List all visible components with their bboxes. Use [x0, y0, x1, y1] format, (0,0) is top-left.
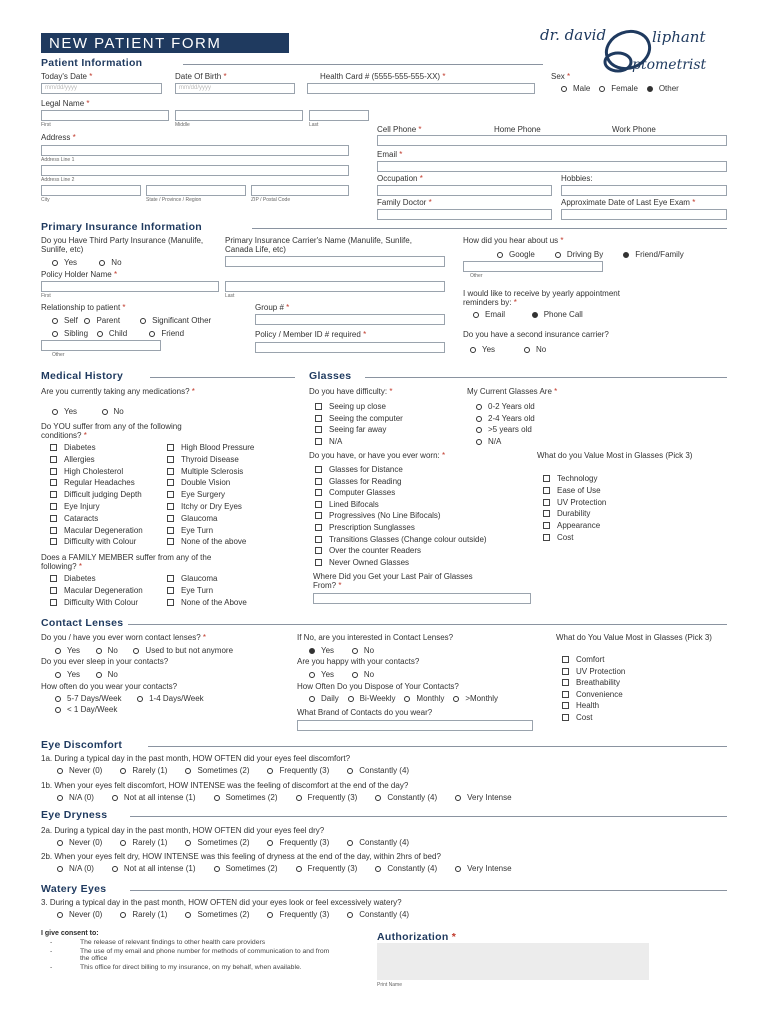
svg-text:ptometrist: ptometrist	[632, 57, 707, 73]
option-item: 0-2 Years old	[476, 401, 535, 413]
email-input[interactable]	[377, 161, 727, 172]
option-item: Lined Bifocals	[315, 499, 487, 511]
option-item: Diabetes	[50, 442, 143, 454]
option-item: Eye Surgery	[167, 489, 254, 501]
dob-label: Date Of Birth *	[175, 72, 227, 81]
address-line2-input[interactable]	[41, 165, 349, 176]
svg-text:dr. david: dr. david	[540, 26, 607, 44]
option-item: Ease of Use	[543, 485, 606, 497]
optometrist-logo	[540, 22, 740, 77]
zip-input[interactable]	[251, 185, 349, 196]
option-item: Regular Headaches	[50, 477, 143, 489]
option-item: Health	[562, 700, 625, 712]
logo-icon	[540, 22, 740, 77]
legal-name-label: Legal Name *	[41, 99, 90, 108]
option-item: None of the Above	[167, 597, 247, 609]
option-item: Glaucoma	[167, 513, 254, 525]
option-item: Breathability	[562, 677, 625, 689]
signature-box[interactable]	[377, 943, 649, 980]
option-item: Eye Turn	[167, 525, 254, 537]
option-item: Difficult judging Depth	[50, 489, 143, 501]
option-item: Allergies	[50, 454, 143, 466]
option-item: Cataracts	[50, 513, 143, 525]
option-item: Macular Degeneration	[50, 525, 143, 537]
option-item: Prescription Sunglasses	[315, 522, 487, 534]
first-name-input[interactable]	[41, 110, 169, 121]
health-card-input[interactable]	[307, 83, 535, 94]
option-item: Difficulty With Colour	[50, 597, 143, 609]
option-item: >5 years old	[476, 424, 535, 436]
option-item: N/A	[476, 436, 535, 448]
option-item: High Cholesterol	[50, 466, 143, 478]
option-item: Never Owned Glasses	[315, 557, 487, 569]
last-exam-input[interactable]	[561, 209, 727, 220]
family-doctor-input[interactable]	[377, 209, 552, 220]
option-item: Thyroid Disease	[167, 454, 254, 466]
conditions-right[interactable]	[167, 442, 254, 548]
option-item: Eye Turn	[167, 585, 247, 597]
city-input[interactable]	[41, 185, 141, 196]
option-item: None of the above	[167, 536, 254, 548]
health-card-label: Health Card # (5555-555-555-XX) *	[320, 72, 446, 81]
option-item: Double Vision	[167, 477, 254, 489]
state-input[interactable]	[146, 185, 246, 196]
policy-input[interactable]	[255, 342, 445, 353]
conditions-left[interactable]	[50, 442, 143, 548]
hobbies-input[interactable]	[561, 185, 727, 196]
address-line1-input[interactable]	[41, 145, 349, 156]
middle-name-input[interactable]	[175, 110, 303, 121]
dob-input[interactable]: mm/dd/yyyy	[175, 83, 295, 94]
option-item: UV Protection	[543, 497, 606, 509]
option-item: Glaucoma	[167, 573, 247, 585]
form-title: NEW PATIENT FORM	[41, 33, 289, 53]
option-item: Seeing the computer	[315, 413, 403, 425]
option-item: Difficulty with Colour	[50, 536, 143, 548]
option-item: Cost	[562, 712, 625, 724]
option-item: Diabetes	[50, 573, 143, 585]
sex-options[interactable]: Male Female Other	[561, 84, 679, 93]
option-item: Multiple Sclerosis	[167, 466, 254, 478]
option-item: Convenience	[562, 689, 625, 701]
option-item: Progressives (No Line Bifocals)	[315, 510, 487, 522]
last-name-input[interactable]	[309, 110, 369, 121]
todays-date-input[interactable]: mm/dd/yyyy	[41, 83, 162, 94]
option-item: Appearance	[543, 520, 606, 532]
option-item: Glasses for Reading	[315, 476, 487, 488]
option-item: Technology	[543, 473, 606, 485]
option-item: Transitions Glasses (Change colour outside)	[315, 534, 487, 546]
option-item: Glasses for Distance	[315, 464, 487, 476]
option-item: Itchy or Dry Eyes	[167, 501, 254, 513]
phones-input[interactable]	[377, 135, 727, 146]
option-item: N/A	[315, 436, 403, 448]
option-item: Computer Glasses	[315, 487, 487, 499]
option-item: Cost	[543, 532, 606, 544]
option-item: Eye Injury	[50, 501, 143, 513]
option-item: UV Protection	[562, 666, 625, 678]
option-item: Seeing far away	[315, 424, 403, 436]
svg-text:liphant: liphant	[652, 28, 706, 46]
occupation-input[interactable]	[377, 185, 552, 196]
address-label: Address *	[41, 133, 76, 142]
group-input[interactable]	[255, 314, 445, 325]
todays-date-label: Today's Date *	[41, 72, 93, 81]
option-item: Over the counter Readers	[315, 545, 487, 557]
option-item: Comfort	[562, 654, 625, 666]
option-item: Durability	[543, 508, 606, 520]
section-patient: Patient Information	[41, 57, 143, 69]
carrier-input[interactable]	[225, 256, 445, 267]
option-item: Seeing up close	[315, 401, 403, 413]
option-item: High Blood Pressure	[167, 442, 254, 454]
sex-label: Sex *	[551, 72, 571, 81]
option-item: Macular Degeneration	[50, 585, 143, 597]
option-item: 2-4 Years old	[476, 413, 535, 425]
